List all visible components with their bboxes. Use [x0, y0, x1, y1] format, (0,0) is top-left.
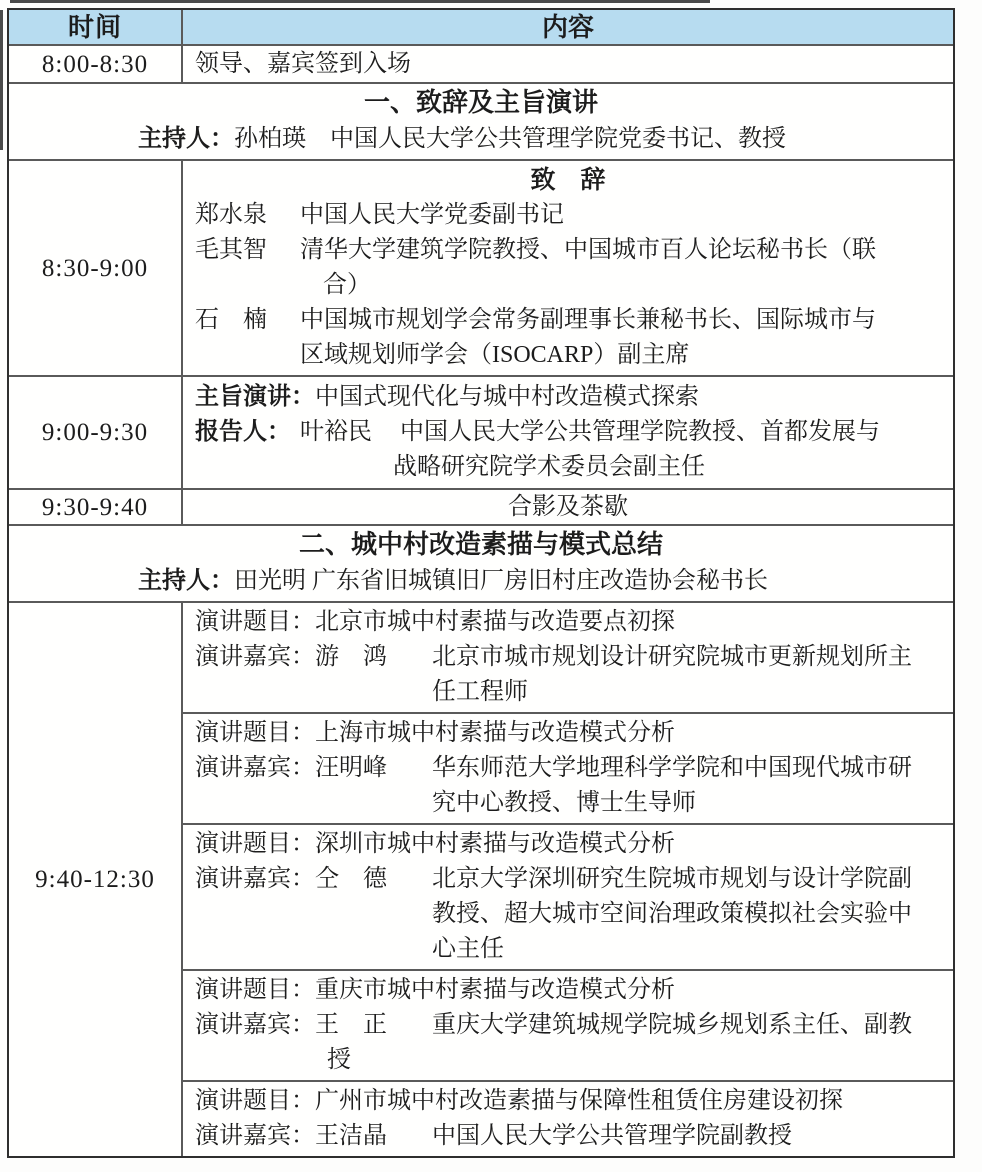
speaker-desc: 中国人民大学党委副书记 [300, 202, 564, 228]
talk-guest-label: 演讲嘉宾： [195, 644, 315, 670]
talk-shenzhen [183, 823, 953, 969]
row-session [9, 601, 953, 1156]
talk-title-line [195, 827, 953, 862]
speaker-desc: 清华大学建筑学院教授、中国城市百人论坛秘书长（联 [300, 237, 876, 263]
table-header-row [9, 10, 953, 44]
talk-guest-desc-continuation: 授 [327, 1047, 351, 1073]
talk-title-label: 演讲题目： [195, 609, 315, 635]
talk-guest-desc: 重庆大学建筑城规学院城乡规划系主任、副教 [432, 1012, 912, 1038]
talk-shanghai [183, 712, 953, 823]
section-1-host-label: 主持人： [138, 126, 234, 152]
section-1-band [9, 82, 953, 159]
talk-guest-name: 王洁晶 [315, 1123, 387, 1149]
section-2-title: 二、城中村改造素描与模式总结 [298, 530, 663, 559]
speaker-desc-continuation: 合） [323, 272, 371, 298]
row-keynote [9, 375, 953, 488]
talk-title-text: 北京市城中村素描与改造要点初探 [315, 609, 675, 635]
speaker-desc-continuation: 区域规划师学会（ISOCARP）副主席 [300, 342, 690, 368]
talk-title-text: 上海市城中村素描与改造模式分析 [315, 720, 675, 746]
talk-guest-line [195, 640, 953, 675]
speaker-name: 毛其智 [195, 237, 267, 263]
session-content [181, 603, 953, 1156]
talk-guest-name: 仝 德 [315, 866, 387, 892]
talk-title-line [195, 1084, 953, 1119]
keynote-time: 9:00-9:30 [41, 419, 149, 446]
speeches-content [181, 161, 953, 375]
talk-title-line [195, 973, 953, 1008]
talk-title-text: 重庆市城中村素描与改造模式分析 [315, 977, 675, 1003]
section-1-host-line [9, 121, 953, 157]
photo-break-content [181, 490, 953, 524]
talk-title-text: 深圳市城中村素描与改造模式分析 [315, 831, 675, 857]
keynote-topic-label: 主旨演讲： [195, 384, 315, 410]
talk-title-text: 广州市城中村改造素描与保障性租赁住房建设初探 [315, 1088, 843, 1114]
session-time: 9:40-12:30 [35, 866, 155, 893]
keynote-speaker-desc: 中国人民大学公共管理学院教授、首都发展与 [400, 419, 880, 445]
speaker-line [195, 233, 953, 268]
section-2-host-label: 主持人： [138, 568, 234, 594]
section-1-host-text: 孙柏瑛 中国人民大学公共管理学院党委书记、教授 [234, 126, 786, 152]
photo-break-text: 合影及茶歇 [508, 493, 628, 520]
talk-beijing [183, 603, 953, 712]
speeches-title: 致 辞 [530, 167, 606, 194]
row-photo-break [9, 488, 953, 524]
header-time-cell: 时间 [67, 12, 122, 42]
talk-title-label: 演讲题目： [195, 720, 315, 746]
row-signin [9, 44, 953, 82]
keynote-speaker-desc-continuation: 战略研究院学术委员会副主任 [393, 454, 705, 480]
talk-guest-name: 汪明峰 [315, 755, 387, 781]
keynote-content [181, 377, 953, 488]
speaker-desc: 中国城市规划学会常务副理事长兼秘书长、国际城市与 [300, 307, 876, 333]
keynote-topic-text: 中国式现代化与城中村改造模式探索 [315, 384, 699, 410]
keynote-topic-line [195, 380, 953, 415]
talk-guest-desc: 北京大学深圳研究生院城市规划与设计学院副 [432, 866, 912, 892]
talk-guest-line [195, 862, 953, 897]
talk-guest-desc: 北京市城市规划设计研究院城市更新规划所主 [432, 644, 912, 670]
section-2-band [9, 524, 953, 601]
speaker-name: 石 楠 [195, 307, 267, 333]
talk-guangzhou [183, 1080, 953, 1156]
header-content-cell: 内容 [181, 10, 953, 44]
section-1-title: 一、致辞及主旨演讲 [363, 88, 598, 117]
talk-guest-desc-continuation: 任工程师 [432, 679, 528, 705]
talk-guest-desc-continuation: 教授、超大城市空间治理政策模拟社会实验中 [432, 901, 912, 927]
agenda-table [7, 8, 955, 1158]
talk-guest-label: 演讲嘉宾： [195, 755, 315, 781]
talk-title-label: 演讲题目： [195, 1088, 315, 1114]
keynote-speaker-line [195, 415, 953, 450]
talk-title-label: 演讲题目： [195, 977, 315, 1003]
talk-title-label: 演讲题目： [195, 831, 315, 857]
speaker-line [195, 198, 953, 233]
signin-time: 8:00-8:30 [41, 50, 149, 78]
talk-guest-desc: 华东师范大学地理科学学院和中国现代城市研 [432, 755, 912, 781]
talk-guest-line [195, 751, 953, 786]
talk-guest-name: 王 正 [315, 1012, 387, 1038]
talk-guest-line [195, 1008, 953, 1043]
talk-title-line [195, 605, 953, 640]
section-2-host-text: 田光明 广东省旧城镇旧厂房旧村庄改造协会秘书长 [234, 568, 768, 594]
talk-guest-desc-continuation: 心主任 [432, 936, 504, 962]
talk-guest-label: 演讲嘉宾： [195, 866, 315, 892]
speaker-line [195, 303, 953, 338]
signin-content [181, 46, 953, 82]
section-2-host-line [9, 563, 953, 599]
talk-guest-label: 演讲嘉宾： [195, 1123, 315, 1149]
speeches-time: 8:30-9:00 [41, 254, 149, 282]
talk-guest-name: 游 鸿 [315, 644, 387, 670]
scan-artifact-left [0, 10, 3, 150]
talk-guest-desc-continuation: 究中心教授、博士生导师 [432, 790, 696, 816]
keynote-speaker-label: 报告人： [195, 419, 291, 445]
talk-guest-line [195, 1119, 953, 1154]
photo-break-time: 9:30-9:40 [41, 493, 149, 521]
signin-text: 领导、嘉宾签到入场 [195, 50, 411, 77]
talk-guest-desc: 中国人民大学公共管理学院副教授 [432, 1123, 792, 1149]
talk-title-line [195, 716, 953, 751]
keynote-speaker-name: 叶裕民 [300, 419, 372, 445]
row-speeches [9, 159, 953, 375]
talk-chongqing [183, 969, 953, 1080]
talk-guest-label: 演讲嘉宾： [195, 1012, 315, 1038]
speaker-name: 郑水泉 [195, 202, 267, 228]
scan-artifact-top [10, 0, 710, 3]
